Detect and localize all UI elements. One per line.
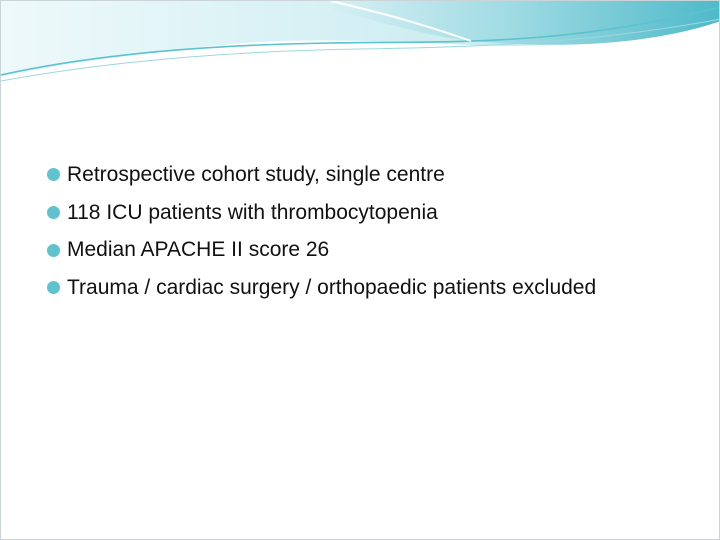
bullet-item: [47, 156, 596, 194]
bullet-text: Retrospective cohort study, single centre: [67, 162, 445, 186]
header-wave-decoration: [1, 1, 720, 91]
bullet-dot-icon: [47, 281, 60, 294]
bullet-text: Trauma / cardiac surgery / orthopaedic patients excluded: [67, 275, 597, 299]
bullet-text: Median APACHE II score 26: [67, 238, 330, 262]
bullet-item: [47, 269, 596, 307]
bullet-dot-icon: [47, 206, 60, 219]
bullet-dot-icon: [47, 244, 60, 257]
bullet-text: 118 ICU patients with thrombocytopenia: [67, 200, 438, 224]
bullet-item: [47, 231, 596, 269]
bullet-item: [47, 194, 596, 232]
bullet-list: [47, 156, 596, 307]
bullet-dot-icon: [47, 168, 60, 181]
